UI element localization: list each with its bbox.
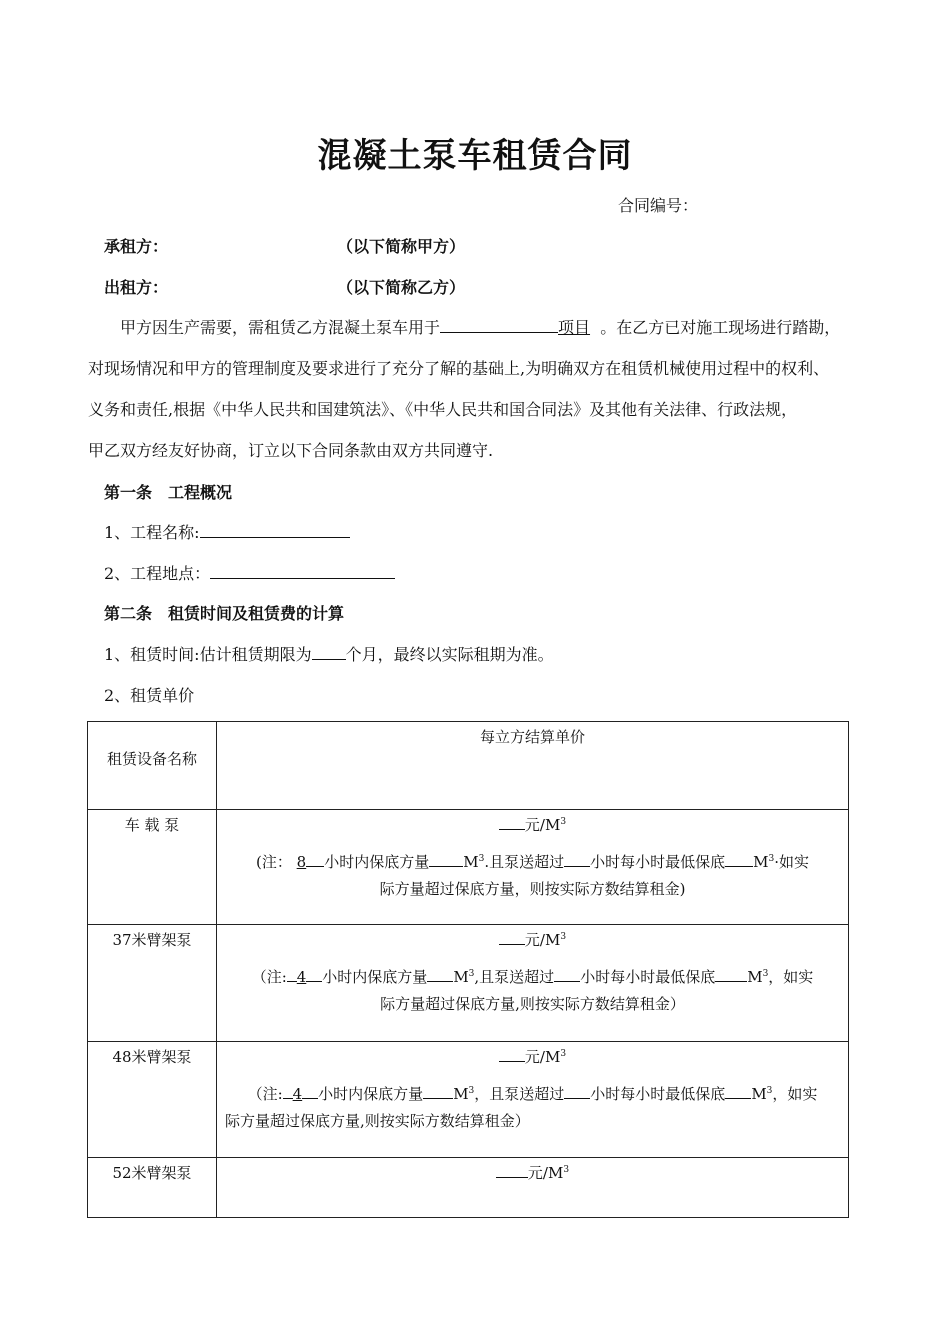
lessee-label: 承租方： bbox=[104, 237, 169, 256]
price-cell bbox=[217, 1042, 849, 1158]
intro-line-4: 甲乙双方经友好协商，订立以下合同条款由双方共同遵守. bbox=[88, 441, 494, 460]
note-line-2: 际方量超过保底方量，则按实际方数结算租金) bbox=[379, 880, 686, 898]
table-row bbox=[88, 925, 849, 1042]
price-cell bbox=[217, 810, 849, 925]
note-line-2: 际方量超过保底方量,则按实际方数结算租金） bbox=[380, 995, 685, 1013]
table-row bbox=[88, 1158, 849, 1218]
project-label: 项目 bbox=[558, 318, 591, 337]
project-location-line bbox=[104, 561, 395, 584]
note-line-1: (注： 8 小时内保底方量 $M^3$.且泵送超过 小时每小时最低保底 $M^3\cdot$如实 bbox=[256, 853, 809, 871]
intro-line-1-a: 甲方因生产需要，需租赁乙方混凝土泵车用于 bbox=[120, 318, 441, 337]
intro-line-3: 义务和责任,根据《中华人民共和国建筑法》、《中华人民共和国合同法》及其他有关法律、行政法规， bbox=[88, 400, 798, 419]
article-2-heading: 第二条 租赁时间及租赁费的计算 bbox=[104, 604, 345, 623]
table-row bbox=[88, 810, 849, 925]
header-equipment-name: 租赁设备名称 bbox=[88, 722, 217, 810]
project-location-blank bbox=[210, 564, 395, 579]
equipment-name: 48米臂架泵 bbox=[88, 1042, 217, 1158]
note-line-2: 际方量超过保底方量,则按实际方数结算租金） bbox=[225, 1112, 530, 1130]
intro-line-1 bbox=[120, 315, 840, 338]
document-title: 混凝土泵车租赁合同 bbox=[317, 136, 633, 176]
price-cell bbox=[217, 925, 849, 1042]
lessee-note: （以下简称甲方） bbox=[337, 237, 466, 256]
rental-price-table bbox=[87, 721, 849, 1218]
equipment-name: 52米臂架泵 bbox=[88, 1158, 217, 1218]
lease-period-a: 1、租赁时间:估计租赁期限为 bbox=[104, 645, 312, 664]
lessor-label: 出租方： bbox=[104, 278, 169, 297]
price-line: 元$/M^3$ bbox=[217, 1162, 848, 1183]
project-name-label: 1、工程名称: bbox=[104, 523, 200, 542]
table-header-row bbox=[88, 722, 849, 810]
equipment-name: 37米臂架泵 bbox=[88, 925, 217, 1042]
note-line-1: （注: 4 小时内保底方量 $M^3$,且泵送超过 小时每小时最低保底 $M^3$，如实 bbox=[251, 968, 814, 986]
lease-period-blank bbox=[312, 645, 346, 660]
intro-line-1-b: 。在乙方已对施工现场进行踏勘， bbox=[600, 318, 841, 337]
price-cell bbox=[217, 1158, 849, 1218]
price-line: 元$/M^3$ bbox=[217, 814, 848, 835]
note-line-1: （注: 4 小时内保底方量 $M^3$，且泵送超过 小时每小时最低保底 $M^3$，如实 bbox=[247, 1085, 818, 1103]
intro-line-2: 对现场情况和甲方的管理制度及要求进行了充分了解的基础上,为明确双方在租赁机械使用过程中的权利、 bbox=[88, 359, 830, 378]
contract-number-label: 合同编号： bbox=[618, 196, 699, 215]
article-1-heading: 第一条 工程概况 bbox=[104, 483, 233, 502]
project-location-label: 2、工程地点： bbox=[104, 564, 211, 583]
unit-price-line: 2、租赁单价 bbox=[104, 686, 195, 705]
project-blank bbox=[440, 318, 558, 333]
lease-period-b: 个月，最终以实际租期为准。 bbox=[345, 645, 554, 664]
price-line: 元$/M^3$ bbox=[217, 929, 848, 950]
table-row bbox=[88, 1042, 849, 1158]
project-name-line bbox=[104, 520, 350, 543]
lease-period-line bbox=[104, 642, 554, 665]
equipment-name: 车 载 泵 bbox=[88, 810, 217, 925]
header-unit-price: 每立方结算单价 bbox=[217, 722, 849, 810]
price-line: 元$/M^3$ bbox=[217, 1046, 848, 1067]
lessor-note: （以下简称乙方） bbox=[337, 278, 466, 297]
project-name-blank bbox=[200, 523, 350, 538]
